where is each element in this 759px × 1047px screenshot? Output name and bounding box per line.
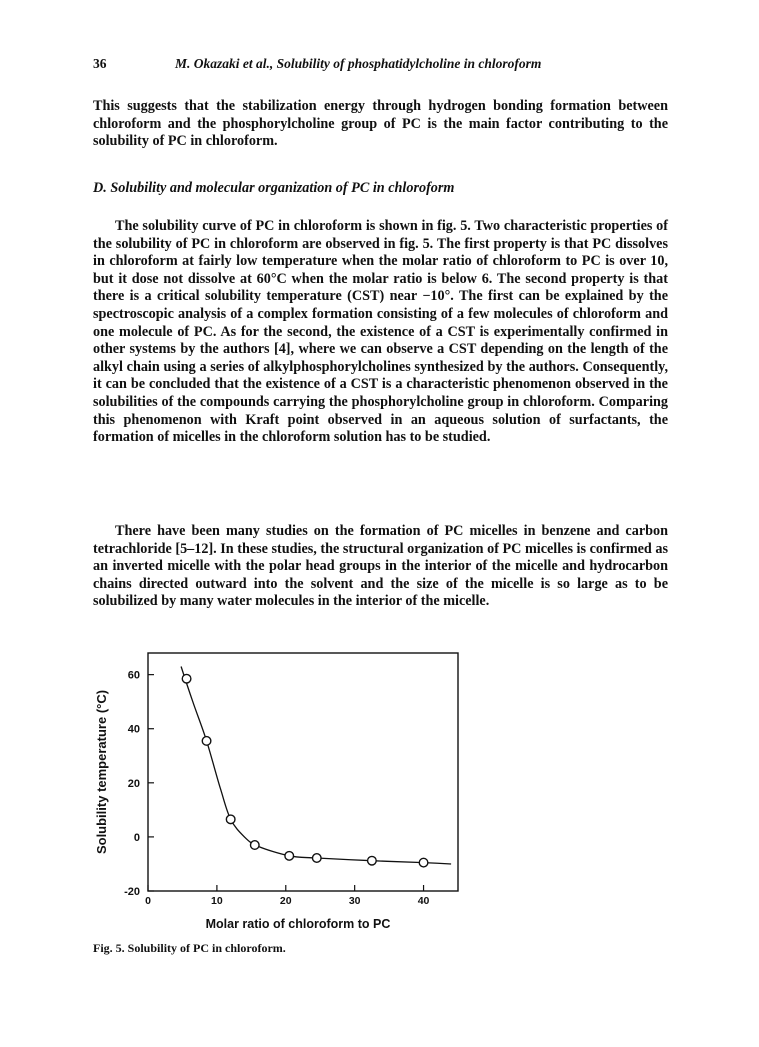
data-points <box>182 674 428 867</box>
x-axis-label: Molar ratio of chloroform to PC <box>205 917 391 931</box>
data-point <box>285 852 294 861</box>
solubility-chart <box>88 648 468 933</box>
y-tick-label: -20 <box>124 886 140 898</box>
page-number: 36 <box>93 56 107 71</box>
x-tick-label: 0 <box>145 895 151 907</box>
data-point <box>368 856 377 865</box>
plot-frame <box>148 653 458 891</box>
y-tick-label: 20 <box>127 777 140 790</box>
data-point <box>419 858 428 867</box>
x-tick-label: 10 <box>211 895 223 907</box>
x-axis-ticks <box>145 885 429 907</box>
y-tick-label: 0 <box>133 831 140 844</box>
x-tick-label: 20 <box>279 895 292 907</box>
data-point <box>226 815 235 824</box>
y-tick-label: 40 <box>127 723 140 736</box>
running-header <box>93 56 673 76</box>
x-tick-label: 30 <box>348 895 361 907</box>
figure-caption: Fig. 5. Solubility of PC in chloroform. <box>93 941 286 955</box>
data-point <box>182 674 191 683</box>
y-axis-label: Solubility temperature (°C) <box>94 689 109 855</box>
data-point <box>250 841 259 850</box>
paragraph-2 <box>93 218 668 447</box>
solubility-curve <box>181 667 451 865</box>
data-point <box>312 854 321 863</box>
data-point <box>202 737 211 746</box>
y-axis-ticks <box>124 670 154 898</box>
paragraph-3 <box>93 523 668 611</box>
y-tick-label: 60 <box>127 669 140 682</box>
section-heading: D. Solubility and molecular organization of PC in chloroform <box>93 180 455 196</box>
paragraph-3-text: There have been many studies on the formation of PC micelles in benzene and carbon tetrachloride [5–12]. In these studies, the structural organization of PC micelles is confirmed as an inverted micelle with the polar head groups in the interior of the micelle and hydrocarbon chains directed outward into the solvent and the size of the micelle is so large as to be solubilized by many water molecules in the interior of the micelle. <box>93 523 668 610</box>
paragraph-1 <box>93 98 668 151</box>
paragraph-2-text: The solubility curve of PC in chloroform is shown in fig. 5. Two characteristic properties of the solubility of PC in chloroform are observed in fig. 5. The first property is that PC dissolves in chloroform at fairly low temperature when the molar ratio of chloroform to PC is over 10, but it dose not dissolve at 60°C when the molar ratio is below 6. The second property is that there is a critical solubility temperature (CST) near −10°. The first can be explained by the spectroscopic analysis of a complex formation consisting of a few molecules of chloroform and one molecule of PC. As for the second, the existence of a CST is experimentally confirmed in other systems by the authors [4], where we can observe a CST depending on the length of the alkyl chain using a series of alkylphosphorylcholines synthesized by the authors. Consequently, it can be concluded that the existence of a CST is a characteristic phenomenon observed in the solubilities of the compounds carrying the phosphorylcholine group in chloroform. Comparing this phenomenon with Kraft point observed in an aqueous solution of surfactants, the formation of micelles in the chloroform solution has to be studied. <box>93 218 668 446</box>
running-title: M. Okazaki et al., Solubility of phosphatidylcholine in chloroform <box>175 56 542 71</box>
paragraph-1-text: This suggests that the stabilization energy through hydrogen bonding formation between chloroform and the phosphorylcholine group of PC is the main factor contributing to the solubility of PC in chloroform. <box>93 98 668 150</box>
x-tick-label: 40 <box>417 895 430 907</box>
figure-5 <box>88 648 468 933</box>
